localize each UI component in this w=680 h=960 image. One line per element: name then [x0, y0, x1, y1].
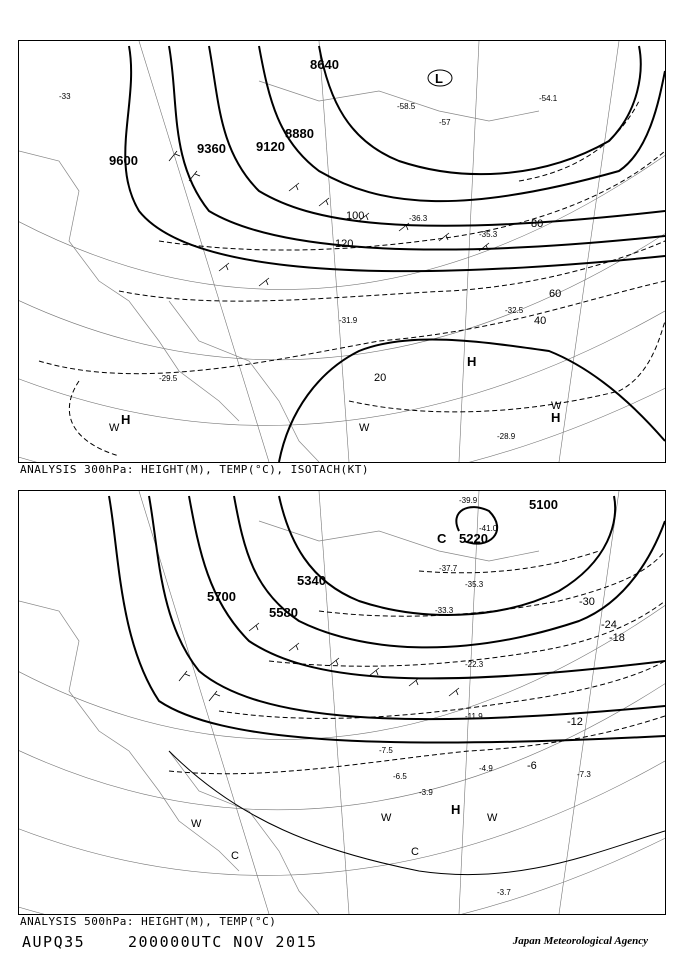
temp-label: -32.5: [505, 306, 524, 315]
temp-label: -33: [59, 92, 71, 101]
wind-barbs: [179, 623, 459, 701]
height-label-8640: 8640: [310, 57, 339, 72]
isotherm-label--24: -24: [601, 619, 617, 631]
chart-product-code: AUPQ35: [22, 933, 86, 951]
center-marker-warm: W: [109, 422, 120, 434]
height-label-9120: 9120: [256, 139, 285, 154]
temp-label: -41.0: [479, 524, 498, 533]
chart-500hpa: [18, 490, 666, 915]
isotach-label-20: 20: [374, 372, 387, 384]
center-marker-warm: W: [487, 812, 498, 824]
temp-label: -11.9: [465, 712, 483, 721]
temp-label: -6.5: [393, 772, 407, 781]
height-label-5580: 5580: [269, 605, 298, 620]
temp-label: -3.7: [497, 888, 511, 897]
height-label-9600: 9600: [109, 153, 138, 168]
center-marker-cold: C: [437, 531, 447, 546]
temp-label: -54.1: [539, 94, 558, 103]
isotherm-label--18: -18: [609, 632, 625, 644]
center-marker-warm: W: [551, 400, 562, 412]
center-marker-warm: W: [359, 422, 370, 434]
height-contours: [125, 46, 665, 462]
isotach-label-40: 40: [534, 315, 547, 327]
temp-label: -7.5: [379, 746, 393, 755]
temp-label: -28.9: [497, 432, 516, 441]
temp-label: -29.5: [159, 374, 178, 383]
isotherm-label--30: -30: [579, 596, 595, 608]
isotach-label-100: 100: [346, 210, 365, 222]
chart-300hpa-drawing: [19, 41, 665, 462]
center-marker-high: H: [551, 410, 561, 425]
temp-label: -33.3: [435, 606, 454, 615]
temp-label: -36.3: [409, 214, 428, 223]
center-marker-warm: W: [381, 812, 392, 824]
chart-valid-time: 200000UTC NOV 2015: [128, 933, 318, 951]
chart-500hpa-drawing: [19, 491, 665, 914]
temp-label: -58.5: [397, 102, 416, 111]
height-label-5340: 5340: [297, 573, 326, 588]
height-label-5220: 5220: [459, 531, 488, 546]
graticule: [19, 41, 665, 462]
height-contours: [109, 496, 665, 743]
chart-300hpa-caption: ANALYSIS 300hPa: HEIGHT(M), TEMP(°C), ISOTACH(KT): [20, 463, 370, 476]
center-marker-cold: C: [411, 846, 419, 858]
temp-label: -39.9: [459, 496, 478, 505]
isotherm-label--6: -6: [527, 760, 537, 772]
center-marker-high: H: [467, 354, 477, 369]
temp-label: -4.9: [479, 764, 493, 773]
temp-label: -35.3: [479, 230, 498, 239]
temp-label: -3.9: [419, 788, 433, 797]
issuing-agency: Japan Meteorological Agency: [512, 935, 648, 947]
temp-label: -37.7: [439, 564, 458, 573]
center-marker-high: H: [121, 412, 131, 427]
temp-label: -7.3: [577, 770, 591, 779]
height-label-5700: 5700: [207, 589, 236, 604]
center-marker-high: H: [451, 802, 461, 817]
isotach-label-120: 120: [335, 238, 354, 250]
isotherm-label--12: -12: [567, 716, 583, 728]
chart-500hpa-caption: ANALYSIS 500hPa: HEIGHT(M), TEMP(°C): [20, 915, 277, 928]
height-label-8880: 8880: [285, 126, 314, 141]
temp-label: -31.9: [339, 316, 358, 325]
isotach-label-80: 80: [531, 218, 544, 230]
height-label-9360: 9360: [197, 141, 226, 156]
chart-300hpa: [18, 40, 666, 463]
temp-label: -22.3: [465, 660, 484, 669]
temp-label: -57: [439, 118, 451, 127]
center-marker-warm: W: [191, 818, 202, 830]
height-label-5100: 5100: [529, 497, 558, 512]
center-marker-cold: C: [231, 850, 239, 862]
temp-label: -35.3: [465, 580, 484, 589]
isotach-label-60: 60: [549, 288, 562, 300]
center-marker-low: L: [435, 71, 443, 86]
